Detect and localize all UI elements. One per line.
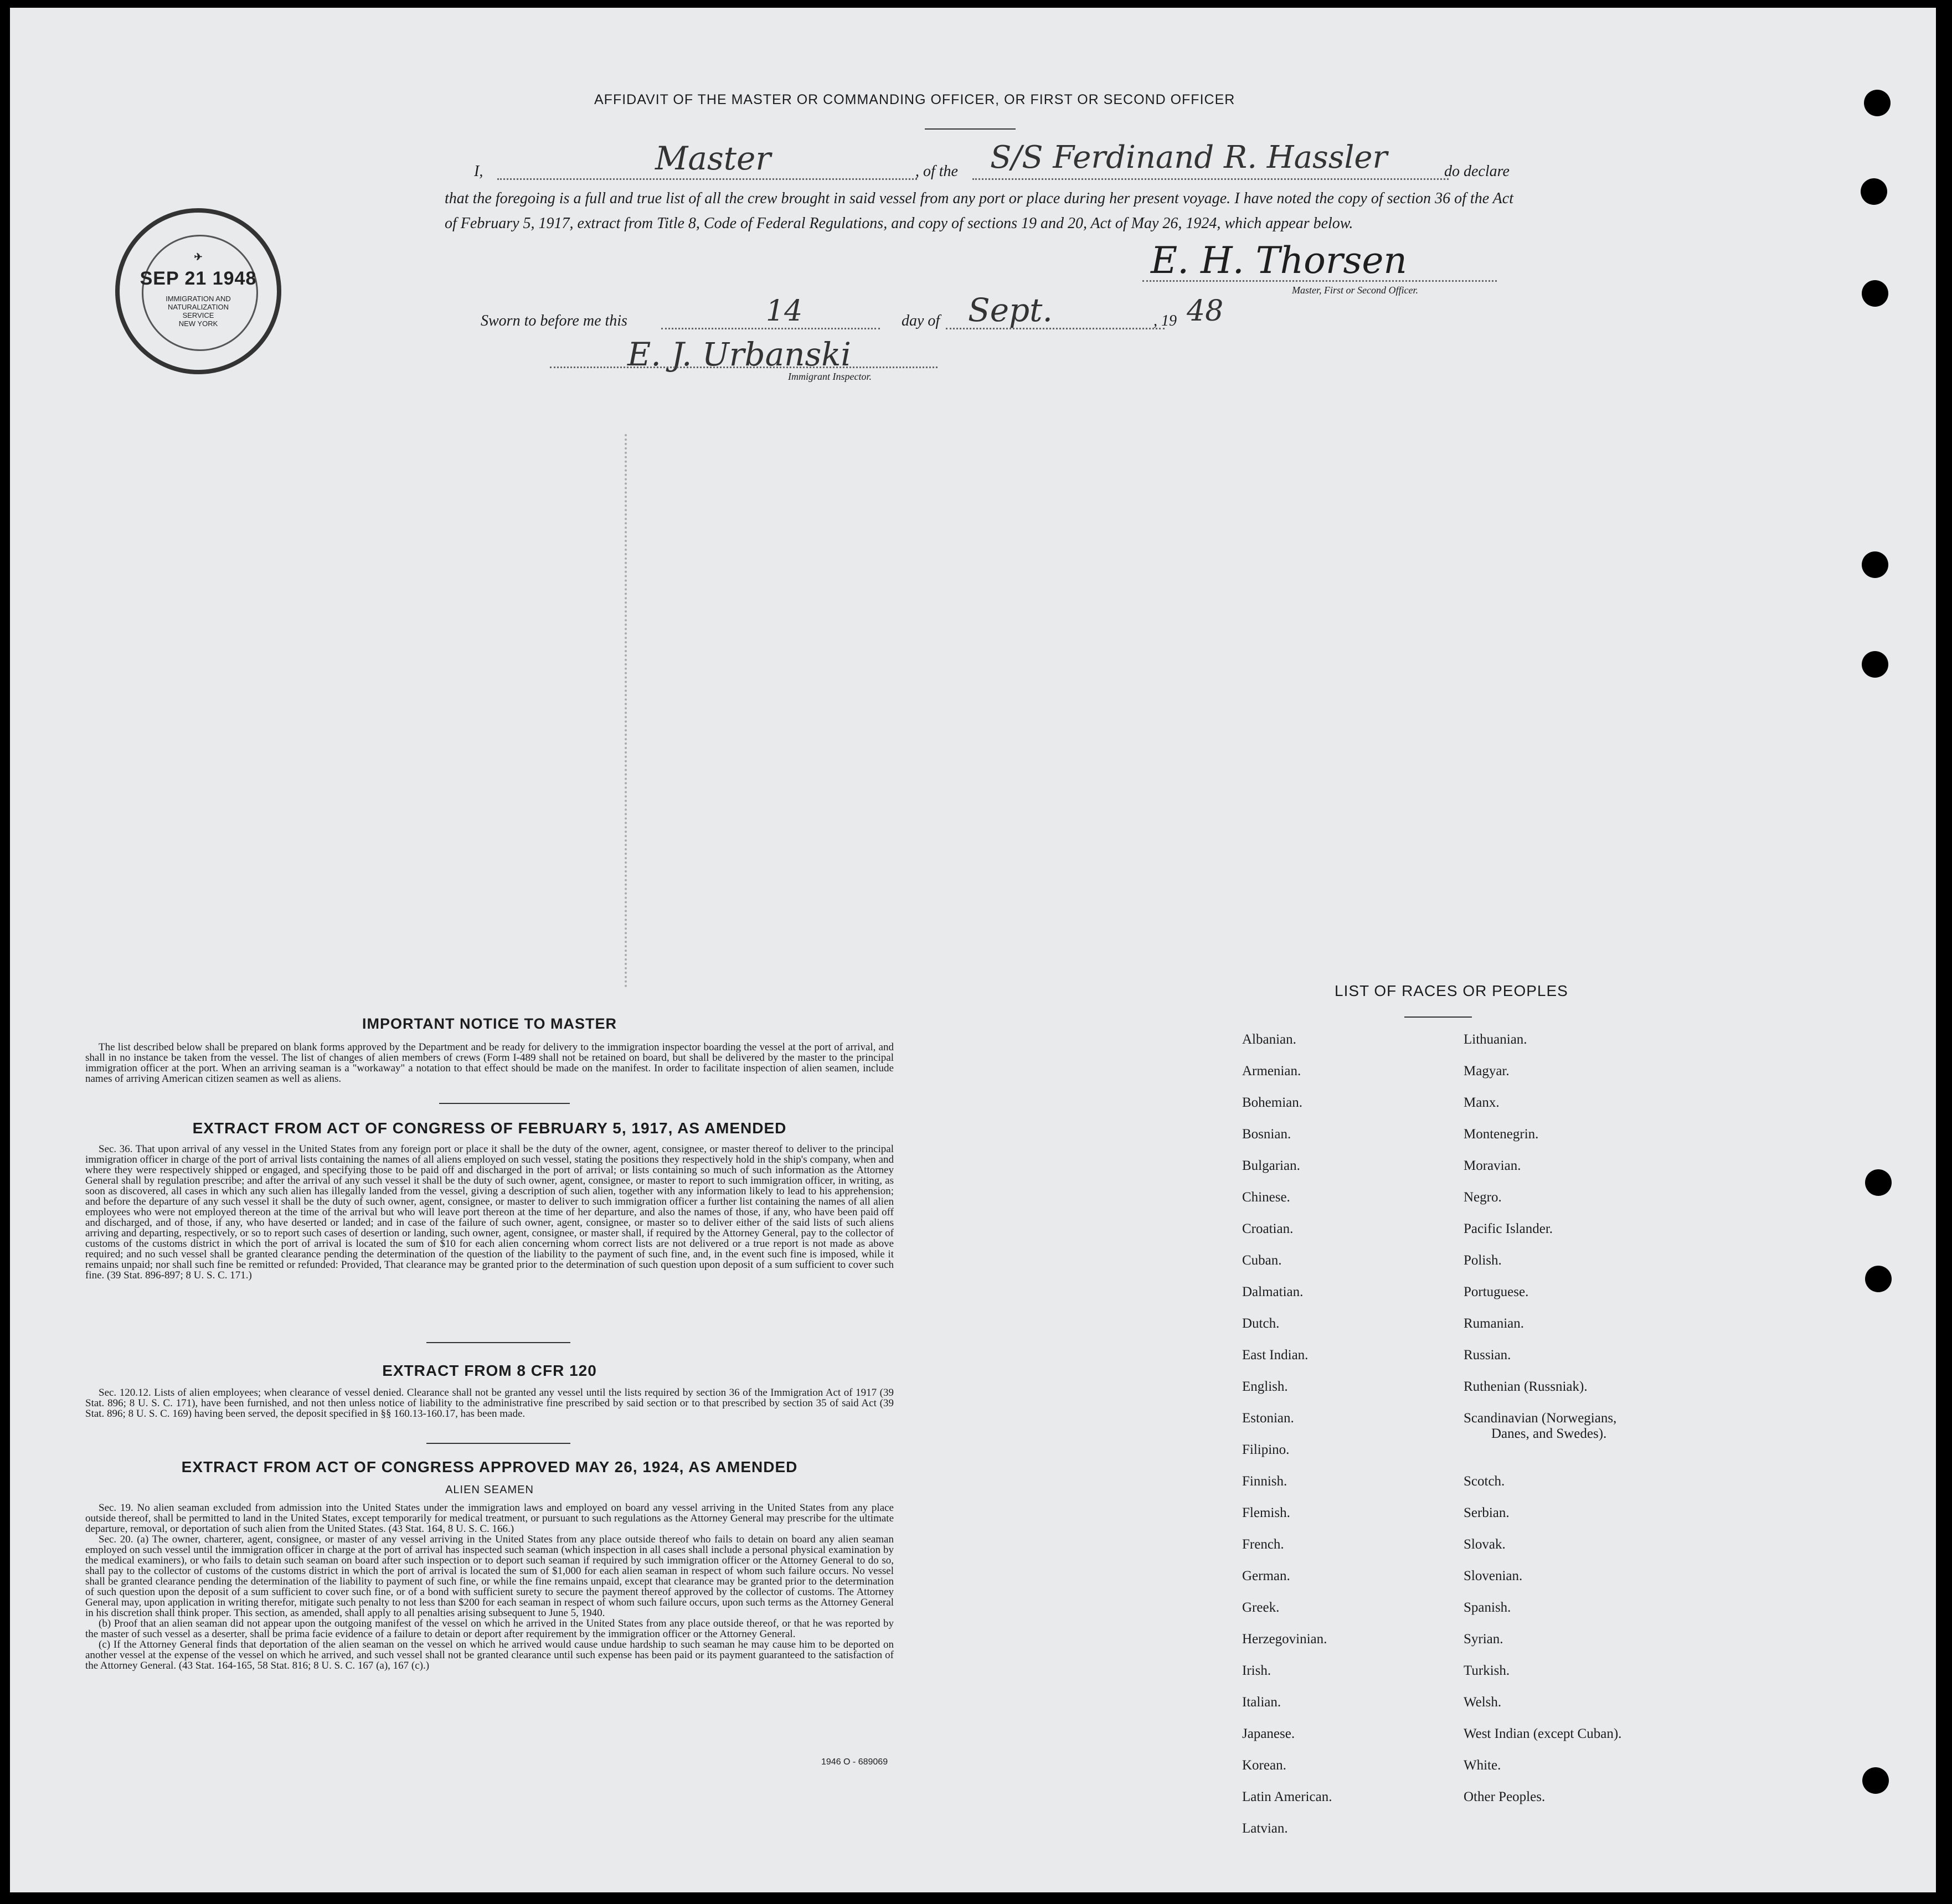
officer-caption: Master, First or Second Officer. (1292, 285, 1418, 296)
vessel-fill-line (972, 178, 1449, 180)
race-item: Latin American. (1242, 1789, 1332, 1804)
race-item: Slovenian. (1464, 1568, 1523, 1583)
year-prefix-label: , 19 (1153, 312, 1177, 329)
races-title: LIST OF RACES OR PEOPLES (1335, 982, 1568, 999)
race-item: Chinese. (1242, 1190, 1290, 1205)
extract-cfr-text (85, 1387, 894, 1419)
day-of-label: day of (902, 312, 940, 329)
extract-1917-title: EXTRACT FROM ACT OF CONGRESS OF FEBRUARY 5, 1917, AS AMENDED (192, 1119, 787, 1137)
race-item: West Indian (except Cuban). (1464, 1726, 1622, 1741)
race-item: Korean. (1242, 1758, 1286, 1773)
race-item: Dalmatian. (1242, 1284, 1304, 1299)
officer-signature: E. H. Thorsen (1151, 239, 1407, 282)
extract-cfr-divider (426, 1443, 570, 1444)
races-divider (1404, 1017, 1472, 1018)
extract-1924-paragraph: (b) Proof that an alien seaman did not appear upon the outgoing manifest of the vessel on which he arrived in the United States from any place outside thereof, or that he was reported by the master of such vessel as a deserter, shall be prima facie evidence of a failure to detain or deport after requirement by the immigration officer or the Attorney General. (85, 1618, 894, 1640)
race-item: Bosnian. (1242, 1127, 1291, 1142)
punch-hole (1862, 1767, 1889, 1794)
race-item: Flemish. (1242, 1505, 1290, 1520)
race-item: English. (1242, 1379, 1288, 1394)
race-item: Spanish. (1464, 1600, 1511, 1615)
faint-dot-column (625, 434, 631, 988)
race-item: Albanian. (1242, 1032, 1296, 1047)
extract-1924-subtitle: ALIEN SEAMEN (445, 1484, 534, 1496)
race-item: Armenian. (1242, 1064, 1301, 1079)
race-item: Portuguese. (1464, 1284, 1529, 1299)
extract-cfr-paragraph: Sec. 120.12. Lists of alien employees; when clearance of vessel denied. Clearance shall not be granted any vessel until the lists required by section 36 of the Immigration Act of 1917 (39 Stat. 896; 8 U. S. C. 171), have been furnished, and not then unless notice of liability to the administrative fine prescribed by said section or to that prescribed by section 35 of said Act (39 Stat. 896; 8 U. S. C. 169) having been served, the deposit specified in §§ 160.13-160.17, has been made. (85, 1387, 894, 1420)
affidavit-title: AFFIDAVIT OF THE MASTER OR COMMANDING OFFICER, OR FIRST OR SECOND OFFICER (594, 92, 1235, 107)
race-item: Serbian. (1464, 1505, 1510, 1520)
extract-1924-paragraph: Sec. 20. (a) The owner, charterer, agent, consignee, or master of any vessel arriving in the United States from any place outside thereof who fails to detain on board any alien seaman employed on such vessel until the immigration officer in charge at the port of arrival has inspected such seaman (which inspection in all cases shall include a personal physical examination by the medical examiners), or who fails to detain such seaman on board after such inspection or to deport such seaman if required by such immigration officer or the Attorney General to do so, shall pay to the collector of customs of the customs district in which the port of arrival is located the sum of $1,000 for each alien seaman in respect of whom such failure occurs. No vessel shall be granted clearance pending the determination of the liability to payment of such fine, or while the fine remains unpaid, except that clearance may be granted prior to the determination of such question upon the deposit of a sum sufficient to cover such fine, or of a bond with sufficient surety to secure the payment thereof approved by the collector of customs. The Attorney General may, upon application in writing therefor, mitigate such penalty to not less than $200 for each seaman in respect of whom such failure occurs, upon such terms as the Attorney General in his discretion shall think proper. This section, as amended, shall apply to all penalties arising subsequent to June 5, 1940. (85, 1534, 894, 1619)
stamp-emblem-icon: ✈ (194, 251, 203, 262)
inspector-caption: Immigrant Inspector. (788, 371, 872, 382)
race-item: White. (1464, 1758, 1501, 1773)
print-code: 1946 O - 689069 (821, 1757, 888, 1767)
day-fill-line (661, 328, 880, 329)
stamp-line: NEW YORK (178, 319, 218, 328)
race-item: Scotch. (1464, 1474, 1505, 1489)
race-item: Cuban. (1242, 1253, 1282, 1268)
race-item: Latvian. (1242, 1821, 1288, 1836)
race-item: Herzegovinian. (1242, 1632, 1327, 1647)
inspector-signature: E. J. Urbanski (627, 336, 851, 373)
race-item: French. (1242, 1537, 1284, 1552)
stamp-date: SEP 21 1948 (140, 268, 257, 289)
affidavit-text: that the foregoing is a full and true list of all the crew brought in said vessel from any port or place during her present voyage. I have noted the copy of section 36 of the Act of February 5, 1917, extract from Title 8, Code of Federal Regulations, and copy of sections 19 and 20, Act of May 26, 1924, which appear below. (445, 190, 1513, 232)
punch-hole (1862, 280, 1888, 307)
punch-hole (1865, 1169, 1892, 1196)
date-stamp (115, 208, 281, 374)
title-divider (925, 128, 1016, 130)
extract-1917-paragraph: Sec. 36. That upon arrival of any vessel in the United States from any foreign port or place it shall be the duty of the owner, agent, consignee, or master thereof to deliver to the principal immigration officer in charge of the port of arrival lists containing the names of all aliens employed on such vessel, stating the positions they respectively hold in the ship's company, when and where they were respectively shipped or engaged, and specifying those to be paid off and discharged in the port of arrival; or lists containing so much of such information as the Attorney General shall by regulation prescribe; and after the arrival of any such vessel it shall be the duty of such owner, agent, consignee, or master to report to such immigration officer, in writing, as soon as discovered, all cases in which any such alien has illegally landed from the vessel, giving a description of such alien, together with any information likely to lead to his apprehension; and before the departure of any such vessel it shall be the duty of such owner, agent, consignee, or master to deliver to such immigration officer a further list containing the names of all alien employees who were not employed thereon at the time of the arrival but who will leave port thereon at the time of her departure, and also the names of those, if any, who have been paid off and discharged, and of those, if any, who have deserted or landed; and in case of the failure of such owner, agent, consignee, or master so to deliver either of the said lists of such aliens arriving and departing, respectively, or so to report such cases of desertion or landing, such owner, agent, consignee, or master shall, if required by the Attorney General, pay to the collector of customs of the customs district in which the port of arrival is located the sum of $10 for each alien concerning whom correct lists are not delivered or a true report is not made as above required; and no such vessel shall be granted clearance pending the determination of the question of the liability to the payment of such fine, and, in the event such fine is imposed, while it remains unpaid; nor shall such fine be remitted or refunded: Provided, That clearance may be granted prior to the determination of such question upon deposit of a sum sufficient to cover such fine. (39 Stat. 896-897; 8 U. S. C. 171.) (85, 1143, 894, 1281)
race-item: Estonian. (1242, 1411, 1294, 1426)
of-the-label: , of the (915, 163, 958, 180)
master-handwritten: Master (655, 140, 771, 177)
stamp-line: NATURALIZATION (167, 303, 229, 311)
extract-1924-paragraph: Sec. 19. No alien seaman excluded from admission into the United States under the immigration laws and employed on board any vessel arriving in the United States from any place outside thereof, shall be permitted to land in the United States, except temporarily for medical treatment, or pursuant to such regulations as the Attorney General may prescribe for the ultimate departure, removal, or deportation of such alien from the United States. (43 Stat. 164, 8 U. S. C. 166.) (85, 1502, 894, 1535)
race-item: Croatian. (1242, 1221, 1294, 1236)
race-item: Slovak. (1464, 1537, 1506, 1552)
race-item: Finnish. (1242, 1474, 1287, 1489)
race-item: Dutch. (1242, 1316, 1280, 1331)
punch-hole (1862, 551, 1888, 578)
race-item: Japanese. (1242, 1726, 1295, 1741)
punch-hole (1861, 178, 1887, 205)
punch-hole (1864, 90, 1891, 116)
race-item: Other Peoples. (1464, 1789, 1546, 1804)
race-item: East Indian. (1242, 1348, 1309, 1363)
extract-1917-divider (426, 1342, 570, 1343)
extract-1924-paragraph: (c) If the Attorney General finds that deportation of the alien seaman on the vessel on which he arrived would cause undue hardship to such seaman he may cause him to be deported on another vessel at the expense of the vessel on which he arrived, and such vessel shall not be granted clearance until such expense has been paid or its payment guaranteed to the satisfaction of the Attorney General. (43 Stat. 164-165, 58 Stat. 816; 8 U. S. C. 167 (a), 167 (c).) (85, 1639, 894, 1671)
race-item: Pacific Islander. (1464, 1221, 1553, 1236)
punch-hole (1862, 651, 1888, 678)
race-item: Rumanian. (1464, 1316, 1524, 1331)
race-item: Negro. (1464, 1190, 1502, 1205)
notice-paragraph: The list described below shall be prepared on blank forms approved by the Department and be ready for delivery to the immigration inspector boarding the vessel at the port of arrival, and shall in no instance be taken from the vessel. The list of changes of alien members of crews (Form I-489 shall not be retained on board, but shall be delivered by the master to the principal immigration officer at the port. When an arriving seaman is a "workaway" a notation to that effect should be made on the manifest. In order to facilitate inspection of alien seamen, include names of arriving American citizen seamen as well as aliens. (85, 1041, 894, 1085)
race-item: Scandinavian (Norwegians, (1464, 1411, 1617, 1426)
extract-cfr-title: EXTRACT FROM 8 CFR 120 (382, 1362, 597, 1379)
notice-divider (439, 1103, 570, 1104)
extract-1924-text (85, 1503, 894, 1671)
race-item: Russian. (1464, 1348, 1511, 1363)
day-handwritten: 14 (766, 295, 803, 328)
race-item: Greek. (1242, 1600, 1280, 1615)
race-item: Lithuanian. (1464, 1032, 1527, 1047)
extract-1917-text (85, 1144, 894, 1281)
race-item: Magyar. (1464, 1064, 1510, 1079)
race-item: Welsh. (1464, 1695, 1502, 1710)
year-handwritten: 48 (1187, 295, 1224, 328)
race-item: Montenegrin. (1464, 1127, 1539, 1142)
stamp-lines (120, 295, 277, 328)
punch-hole (1865, 1266, 1892, 1292)
master-fill-line (497, 178, 917, 180)
sworn-label: Sworn to before me this (481, 312, 627, 329)
notice-text (85, 1042, 894, 1084)
officer-signature-line (1142, 280, 1497, 282)
inspector-signature-line (550, 367, 938, 368)
race-item: Polish. (1464, 1253, 1502, 1268)
race-item: Danes, and Swedes). (1491, 1426, 1607, 1441)
race-item: Bulgarian. (1242, 1158, 1300, 1173)
stamp-line: IMMIGRATION AND (166, 295, 231, 303)
month-handwritten: Sept. (968, 291, 1053, 329)
vessel-handwritten: S/S Ferdinand R. Hassler (990, 140, 1388, 176)
race-item: Ruthenian (Russniak). (1464, 1379, 1588, 1394)
document-page (10, 8, 1936, 1892)
i-label: I, (474, 163, 483, 180)
do-declare-label: do declare (1444, 163, 1510, 180)
stamp-line: SERVICE (182, 311, 214, 319)
race-item: Bohemian. (1242, 1095, 1303, 1110)
race-item: Syrian. (1464, 1632, 1503, 1647)
notice-title: IMPORTANT NOTICE TO MASTER (362, 1015, 617, 1032)
extract-1924-title: EXTRACT FROM ACT OF CONGRESS APPROVED MAY 26, 1924, AS AMENDED (181, 1458, 798, 1475)
race-item: Filipino. (1242, 1442, 1290, 1457)
race-item: Manx. (1464, 1095, 1500, 1110)
race-item: German. (1242, 1568, 1290, 1583)
race-item: Moravian. (1464, 1158, 1521, 1173)
race-item: Turkish. (1464, 1663, 1510, 1678)
race-item: Italian. (1242, 1695, 1281, 1710)
race-item: Irish. (1242, 1663, 1271, 1678)
